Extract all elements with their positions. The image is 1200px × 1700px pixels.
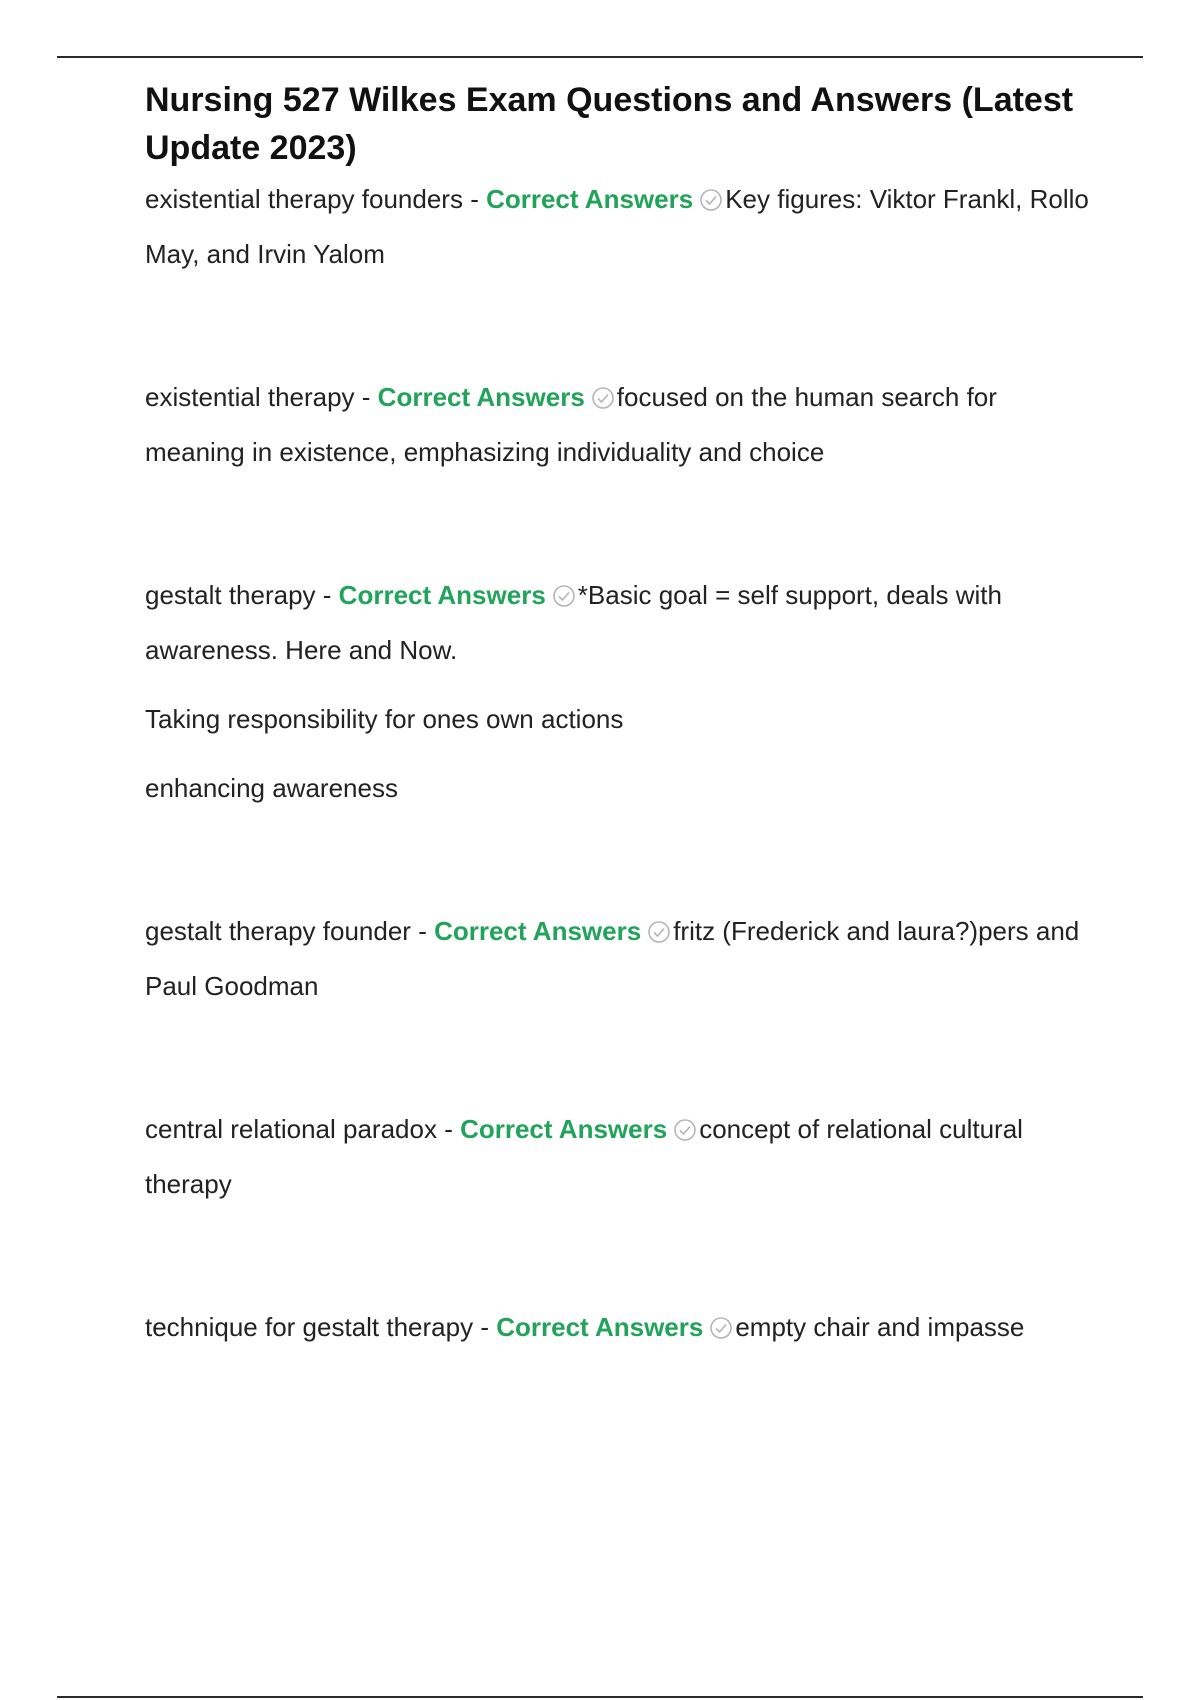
check-circle-icon	[673, 1106, 697, 1130]
qa-item	[145, 1300, 1095, 1355]
qa-answer: *Basic goal = self support, deals with awareness. Here and Now.	[145, 580, 1002, 665]
qa-answer: fritz (Frederick and laura?)pers and Paul Goodman	[145, 916, 1080, 1001]
qa-extra-line: enhancing awareness	[145, 773, 398, 803]
qa-extra-line: Taking responsibility for ones own actions	[145, 704, 624, 734]
qa-term: central relational paradox	[145, 1114, 437, 1144]
qa-separator: -	[410, 916, 435, 946]
qa-term: existential therapy founders	[145, 184, 463, 214]
qa-answer: Key figures: Viktor Frankl, Rollo May, and Irvin Yalom	[145, 184, 1089, 269]
qa-separator: -	[462, 184, 487, 214]
document-title: Nursing 527 Wilkes Exam Questions and Answers (Latest Update 2023)	[145, 81, 1074, 167]
check-circle-icon	[709, 1304, 733, 1328]
qa-item	[145, 904, 1095, 1014]
correct-answers-label: Correct Answers	[496, 1312, 704, 1342]
qa-term: existential therapy	[145, 382, 355, 412]
qa-item	[145, 172, 1095, 282]
qa-item	[145, 370, 1095, 480]
qa-separator: -	[473, 1312, 497, 1342]
qa-separator: -	[436, 1114, 461, 1144]
correct-answers-label: Correct Answers	[460, 1114, 668, 1144]
qa-term: technique for gestalt therapy	[145, 1312, 474, 1342]
check-circle-icon	[552, 572, 576, 596]
correct-answers-label: Correct Answers	[377, 382, 585, 412]
check-circle-icon	[699, 176, 723, 200]
document-body	[145, 76, 1095, 1355]
qa-separator: -	[354, 382, 378, 412]
qa-term: gestalt therapy founder	[145, 916, 411, 946]
top-rule	[57, 56, 1143, 58]
correct-answers-label: Correct Answers	[434, 916, 642, 946]
check-circle-icon	[591, 374, 615, 398]
qa-term: gestalt therapy	[145, 580, 316, 610]
correct-answers-label: Correct Answers	[486, 184, 694, 214]
bottom-rule	[57, 1696, 1143, 1698]
qa-answer: concept of relational cultural therapy	[145, 1114, 1023, 1199]
qa-answer: focused on the human search for meaning in existence, emphasizing individuality and choice	[145, 382, 997, 467]
qa-separator: -	[315, 580, 339, 610]
check-circle-icon	[647, 908, 671, 932]
correct-answers-label: Correct Answers	[338, 580, 546, 610]
qa-answer: empty chair and impasse	[735, 1312, 1025, 1342]
qa-item	[145, 1102, 1095, 1212]
qa-item	[145, 568, 1095, 678]
